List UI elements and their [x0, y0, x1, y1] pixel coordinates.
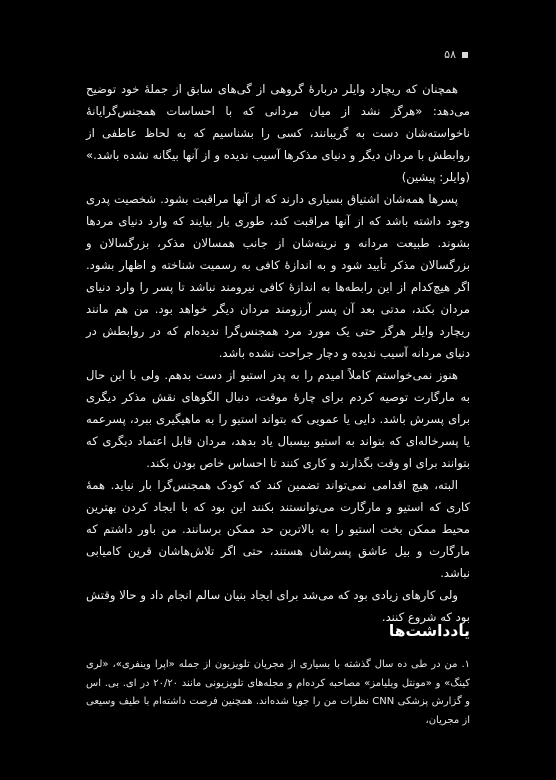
notes-heading: یادداشت‌ها	[388, 622, 470, 640]
paragraph-4: البته، هیچ اقدامی نمی‌تواند تضمین کند که کودک همجنس‌گرا بار نیاید. همهٔ کاری که استیو و مارگارت می‌توانستند بکنند این بود که با ایجاد کردن بهترین محیط ممکن بخت استیو را به بالاترین حد ممکن برسانند. من باور داشتم که مارگارت و بیل عاشق پسرشان هستند، حتی اگر تلاش‌هاشان قرین کامیابی نباشد.	[86, 478, 470, 580]
paragraph-2: پسرها همه‌شان اشتیاق بسیاری دارند که از آنها مراقبت بشود. شخصیت پدری وجود داشته باشد که از آنها مراقبت کند، طوری بار بیایند که وارد دنیای مردها بشوند. طبیعت مردانه و نرینه‌شان از جانب همسالان مذکر، بزرگسالان و بزرگسالان مذکر تأیید شود و به اندازهٔ کافی به رسمیت شناخته و اظهار بشود. اگر هیچ‌کدام از این رابطه‌ها به اندازهٔ کافی نیرومند نباشد تا پسر را وارد دنیای مردان بکند، مدتی بعد آن پسر آرزومند مردان دیگر خواهد بود. من هم مانند ریچارد وایلر هرگز حتی یک مورد مرد همجنس‌گرا ندیده‌ام که در روابطش در دنیای مردانه آسیب ندیده و دچار جراحت نشده باشد.	[86, 192, 470, 360]
note-item-1: ۱. من در طی ده سال گذشته با بسیاری از مجریان تلویزیون از جمله «اپرا وینفری»، «لری کینگ» و «مونتل ویلیامز» مصاحبه کرده‌ام و مجله‌های تلویزیونی مانند ۲۰/۲۰ در ای. بی. اس و گزارش پزشکی CNN نظرات من را جویا شده‌اند. همچنین فرصت داشته‌ام با طیف وسیعی از مجریان،	[86, 659, 470, 726]
header-square-icon	[462, 52, 468, 58]
page-header	[444, 48, 468, 61]
paragraph-1: همچنان که ریچارد وایلر دربارهٔ گروهی از گی‌های سابق از جملهٔ خود توضیح می‌دهد: «هرگز نشد از میان مردانی که با احساسات همجنس‌گرایانهٔ ناخواسته‌شان دست به گریبانند، کسی را بشناسیم که به لحاظ عاطفی از روابطش با مردان دیگر و دنیای مذکرها آسیب ندیده و از آنها بیگانه نشده باشد.» (وایلر: پیشین)	[86, 82, 470, 184]
page-number: ۵۸	[444, 48, 456, 61]
body-text	[86, 78, 470, 628]
paragraph-3: هنوز نمی‌خواستم کاملاً امیدم را به پدر استیو از دست بدهم. ولی با این حال به مارگارت توصیه کردم برای چارهٔ موقت، دنبال الگوهای نقش مذکر دیگری برای پسرش باشد. دایی یا عمویی که بتواند استیو را به ماهیگیری ببرد، پسرعمه یا پسرخاله‌ای که بتواند به استیو بیسبال یاد بدهد، مردان قابل اعتماد دیگری که بتوانند برای او وقت بگذارند و کاری کنند تا احساس خاص بودن بکند.	[86, 368, 470, 470]
notes-section	[86, 656, 470, 730]
paragraph-5: ولی کارهای زیادی بود که می‌شد برای ایجاد بنیان سالم انجام داد و حالا وقتش بود که شروع کنند.	[86, 588, 470, 624]
